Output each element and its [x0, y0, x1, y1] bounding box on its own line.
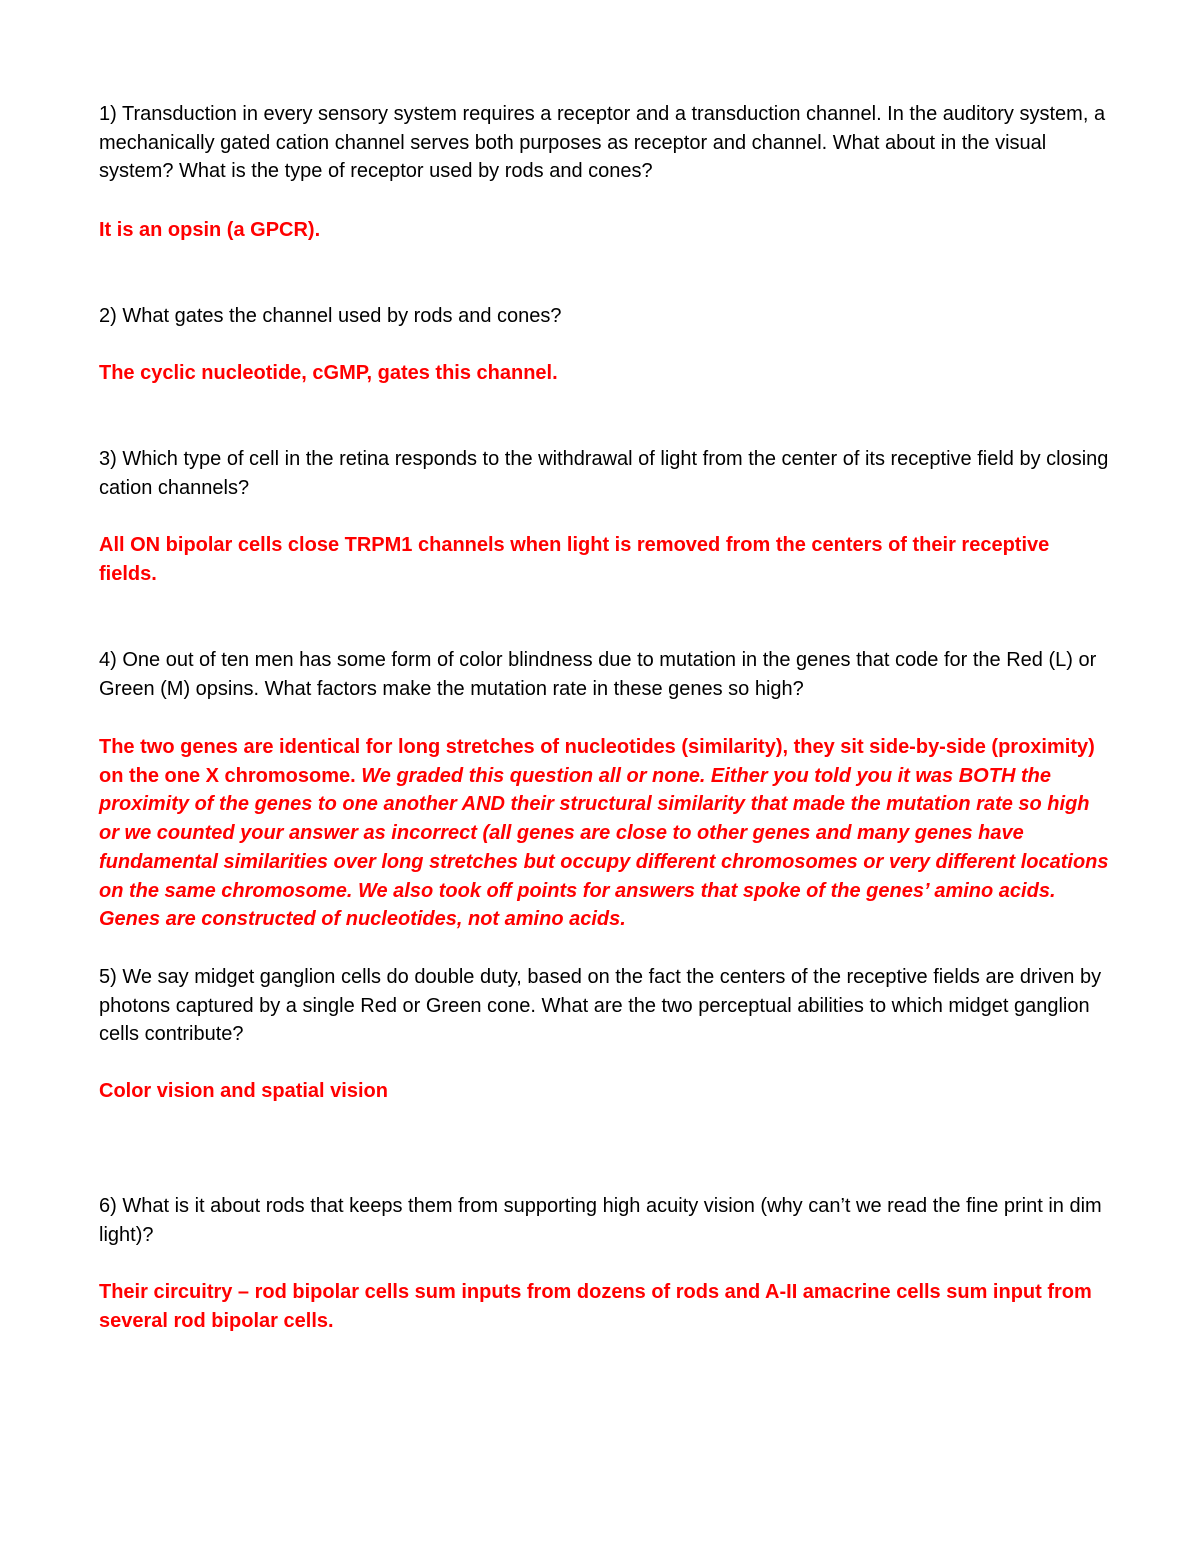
answer-4-main: The two genes are identical for long stretches of nucleotides (similarity), they sit side-by-side (proximity) on the one X chromosome.: [99, 736, 1095, 787]
question-1: 1) Transduction in every sensory system requires a receptor and a transduction channel. In the auditory system, a mechanically gated cation channel serves both purposes as receptor and channel. What about in the visual system? What is the type of receptor used by rods and cones?: [99, 103, 1106, 183]
answer-5: Color vision and spatial vision: [99, 1080, 388, 1102]
answer-4: [99, 733, 1109, 934]
answer-4-grading-note: We graded this question all or none. Either you told you it was BOTH the proximity of the genes to one another AND their structural similarity that made the mutation rate so high or we counted your answer as incorrect (all genes are close to other genes and many genes have fundamental similarities over long stretches but occupy different chromosomes or very different locations on the same chromosome. We also took off points for answers that spoke of the genes’ amino acids. Genes are constructed of nucleotides, not amino acids.: [99, 764, 1109, 931]
question-6: 6) What is it about rods that keeps them from supporting high acuity vision (why can’t we read the fine print in dim light)?: [99, 1195, 1102, 1246]
question-5: 5) We say midget ganglion cells do double duty, based on the fact the centers of the receptive fields are driven by photons captured by a single Red or Green cone. What are the two perceptual abilities to which midget ganglion cells contribute?: [99, 966, 1102, 1046]
question-2: 2) What gates the channel used by rods and cones?: [99, 305, 562, 327]
answer-2: The cyclic nucleotide, cGMP, gates this channel.: [99, 362, 558, 384]
answer-3: All ON bipolar cells close TRPM1 channels when light is removed from the centers of their receptive fields.: [99, 534, 1050, 585]
answer-1: It is an opsin (a GPCR).: [99, 219, 321, 241]
answer-6: Their circuitry – rod bipolar cells sum inputs from dozens of rods and A-II amacrine cells sum input from several rod bipolar cells.: [99, 1281, 1092, 1332]
question-3: 3) Which type of cell in the retina responds to the withdrawal of light from the center of its receptive field by closing cation channels?: [99, 448, 1109, 499]
question-4: 4) One out of ten men has some form of color blindness due to mutation in the genes that code for the Red (L) or Green (M) opsins. What factors make the mutation rate in these genes so high?: [99, 649, 1097, 700]
